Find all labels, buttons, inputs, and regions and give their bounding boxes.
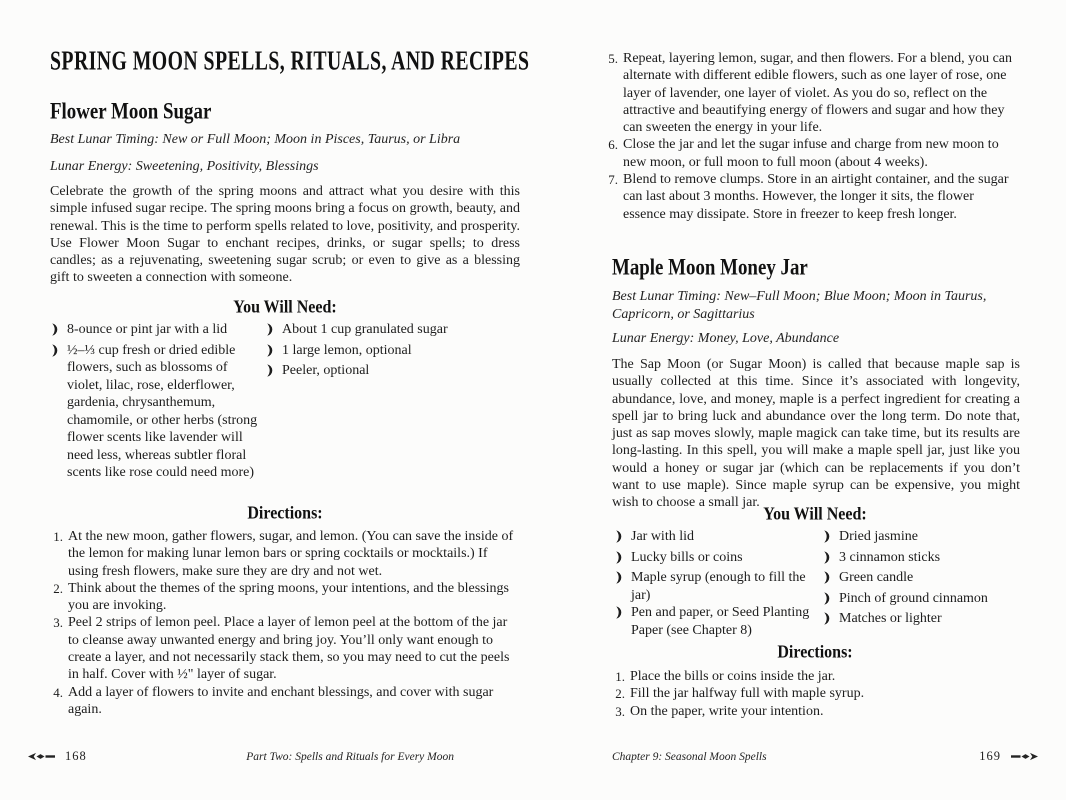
crescent-moon-bullet-icon xyxy=(265,362,282,383)
direction-step xyxy=(50,614,520,683)
crescent-moon-bullet-icon xyxy=(265,342,282,363)
ingredient-item xyxy=(822,569,1038,590)
ingredient-text: 1 large lemon, optional xyxy=(282,342,412,358)
page-number-left: 168 xyxy=(65,749,87,763)
chapter-title: SPRING MOON SPELLS, RITUALS, AND RECIPES xyxy=(50,46,530,76)
ingredients-column-1 xyxy=(614,528,822,639)
crescent-moon-bullet-icon xyxy=(614,569,631,604)
ingredient-item xyxy=(265,321,520,342)
step-text: Blend to remove clumps. Store in an airtight container, and the sugar can last about 3 months. However, the longer it sits, the flower essence may dissipate. Store in freezer to keep fresh longer. xyxy=(623,172,1009,222)
directions-list xyxy=(612,668,1018,720)
ingredient-item xyxy=(265,362,520,383)
step-text: On the paper, write your intention. xyxy=(630,703,824,719)
footer-arrow-left-ornament-icon xyxy=(28,752,56,761)
running-title-chapter: Chapter 9: Seasonal Moon Spells xyxy=(612,750,767,763)
running-title-part: Part Two: Spells and Rituals for Every Moon xyxy=(246,750,454,763)
step-text: Peel 2 strips of lemon peel. Place a layer of lemon peel at the bottom of the jar to cleanse away unwanted energy and bring joy. You’ll only want enough to create a layer, and not necessarily stack them, so you may need to cut the peels in half. Cover with ½" layer of sugar. xyxy=(68,615,510,683)
direction-step xyxy=(50,684,520,719)
ingredient-text: Lucky bills or coins xyxy=(631,549,743,565)
crescent-moon-bullet-icon xyxy=(822,569,839,590)
direction-step xyxy=(50,528,520,580)
step-text: At the new moon, gather flowers, sugar, and lemon. (You can save the inside of the lemon for making lunar lemon bars or spring cocktails or mocktails.) If using fresh flowers, make sure they are dry and not wet. xyxy=(68,529,514,579)
lunar-timing-line: Best Lunar Timing: New–Full Moon; Blue Moon; Moon in Taurus, Capricorn, or Sagittarius xyxy=(612,289,987,322)
directions-list-continued xyxy=(605,50,1018,223)
right-page-footer xyxy=(612,749,1038,764)
ingredient-text: Maple syrup (enough to fill the jar) xyxy=(631,570,806,603)
ingredient-item xyxy=(614,528,822,549)
direction-step xyxy=(612,685,1018,702)
ingredient-item xyxy=(822,549,1038,570)
ingredient-item xyxy=(614,549,822,570)
directions-heading: Directions: xyxy=(247,503,323,523)
step-number: 6. xyxy=(608,137,618,153)
direction-step xyxy=(612,703,1018,720)
step-text: Fill the jar halfway full with maple syrup. xyxy=(630,686,865,702)
crescent-moon-bullet-icon xyxy=(822,590,839,611)
directions-list xyxy=(50,528,520,718)
crescent-moon-bullet-icon xyxy=(822,610,839,631)
ingredient-text: Jar with lid xyxy=(631,529,694,544)
crescent-moon-bullet-icon xyxy=(614,549,631,570)
direction-step xyxy=(50,580,520,615)
lunar-energy-line: Lunar Energy: Sweetening, Positivity, Blessings xyxy=(50,159,319,174)
ingredients-column-2 xyxy=(265,321,520,482)
crescent-moon-bullet-icon xyxy=(50,321,67,342)
ingredient-item xyxy=(822,528,1038,549)
step-number: 4. xyxy=(53,684,63,700)
recipe-title-maple-moon-money-jar: Maple Moon Money Jar xyxy=(612,253,808,280)
lunar-energy-line: Lunar Energy: Money, Love, Abundance xyxy=(612,331,840,346)
ingredients-column-2 xyxy=(822,528,1038,639)
lunar-timing-line: Best Lunar Timing: New or Full Moon; Moon in Pisces, Taurus, or Libra xyxy=(50,132,461,147)
direction-step xyxy=(605,171,1018,223)
ingredient-text: 3 cinnamon sticks xyxy=(839,549,941,565)
ingredient-text: Peeler, optional xyxy=(282,363,370,378)
recipe-title-flower-moon-sugar: Flower Moon Sugar xyxy=(50,97,212,124)
direction-step xyxy=(605,136,1018,171)
you-will-need-heading: You Will Need: xyxy=(763,504,867,524)
recipe-intro-paragraph: The Sap Moon (or Sugar Moon) is called that because maple sap is usually collected at this time. Since it’s associated with longevity, abundance, love, and money, maple is a perfect ingredient for creating a spell jar to bring luck and abundance over the long term. Do note that, just as sap moves slowly, maple magick can take time, but its results are long-lasting. In this spell, you will make a maple spell jar, just like you would a honey or sugar jar (which can be replacements if you don’t want to use maple). Since maple syrup can be expensive, you might wish to choose a small jar. xyxy=(612,357,1020,511)
crescent-moon-bullet-icon xyxy=(822,549,839,570)
ingredient-item xyxy=(822,590,1038,611)
step-number: 7. xyxy=(608,172,618,188)
step-text: Add a layer of flowers to invite and enchant blessings, and cover with sugar again. xyxy=(68,684,494,717)
footer-arrow-right-ornament-icon xyxy=(1010,752,1038,761)
step-number: 1. xyxy=(615,669,625,684)
ingredient-item xyxy=(50,321,265,342)
directions-heading: Directions: xyxy=(777,642,853,662)
crescent-moon-bullet-icon xyxy=(822,528,839,549)
ingredient-item xyxy=(50,342,265,482)
ingredient-text: About 1 cup granulated sugar xyxy=(282,322,448,337)
crescent-moon-bullet-icon xyxy=(614,604,631,639)
step-number: 3. xyxy=(615,703,625,719)
page-number-right: 169 xyxy=(979,749,1001,763)
ingredient-item xyxy=(614,604,822,639)
direction-step xyxy=(605,50,1018,136)
step-number: 2. xyxy=(615,686,625,702)
you-will-need-heading: You Will Need: xyxy=(233,297,337,317)
ingredient-item xyxy=(614,569,822,604)
step-number: 2. xyxy=(53,580,63,596)
crescent-moon-bullet-icon xyxy=(265,321,282,342)
crescent-moon-bullet-icon xyxy=(50,342,67,482)
ingredients-list xyxy=(614,528,1038,639)
step-text: Close the jar and let the sugar infuse and charge from new moon to new moon, or full moon to full moon (about 4 weeks). xyxy=(623,137,999,170)
ingredient-text: ½–⅓ cup fresh or dried edible flowers, such as blossoms of violet, lilac, rose, elderflower, gardenia, chrysanthemum, chamomile, or other herbs (strong flower scents like lavender will need less, whereas subtler floral scents like rose could need more) xyxy=(67,342,258,480)
step-number: 5. xyxy=(608,51,618,66)
crescent-moon-bullet-icon xyxy=(614,528,631,549)
ingredient-text: Pen and paper, or Seed Planting Paper (see Chapter 8) xyxy=(631,605,810,638)
ingredient-text: Pinch of ground cinnamon xyxy=(839,590,988,606)
left-page-footer xyxy=(28,749,496,764)
step-text: Repeat, layering lemon, sugar, and then flowers. For a blend, you can alternate with different edible flowers, such as one layer of rose, one layer of lavender, one layer of violet. As you do so, reflect on the attractive and beautifying energy of flowers and sugar and how they can sweeten the energy in your life. xyxy=(623,51,1012,136)
ingredient-text: Matches or lighter xyxy=(839,611,942,626)
ingredient-text: 8-ounce or pint jar with a lid xyxy=(67,322,228,337)
step-number: 3. xyxy=(53,615,63,631)
ingredients-column-1 xyxy=(50,321,265,482)
ingredient-item xyxy=(822,610,1038,631)
direction-step xyxy=(612,668,1018,685)
ingredient-text: Green candle xyxy=(839,570,914,585)
ingredients-list xyxy=(50,321,520,482)
ingredient-text: Dried jasmine xyxy=(839,529,918,544)
step-text: Place the bills or coins inside the jar. xyxy=(630,669,836,684)
ingredient-item xyxy=(265,342,520,363)
step-text: Think about the themes of the spring moons, your intentions, and the blessings you are invoking. xyxy=(68,580,509,614)
step-number: 1. xyxy=(53,529,63,544)
recipe-intro-paragraph: Celebrate the growth of the spring moons and attract what you desire with this simple infused sugar recipe. The spring moons bring a focus on growth, beauty, and renewal. This is the time to perform spells related to love, positivity, and prosperity. Use Flower Moon Sugar to enchant recipes, drinks, or sugar spells; to dress candles; as a rejuvenating, sweetening sugar scrub; or even to give as a blessing gift to sweeten a connection with someone. xyxy=(50,184,520,286)
